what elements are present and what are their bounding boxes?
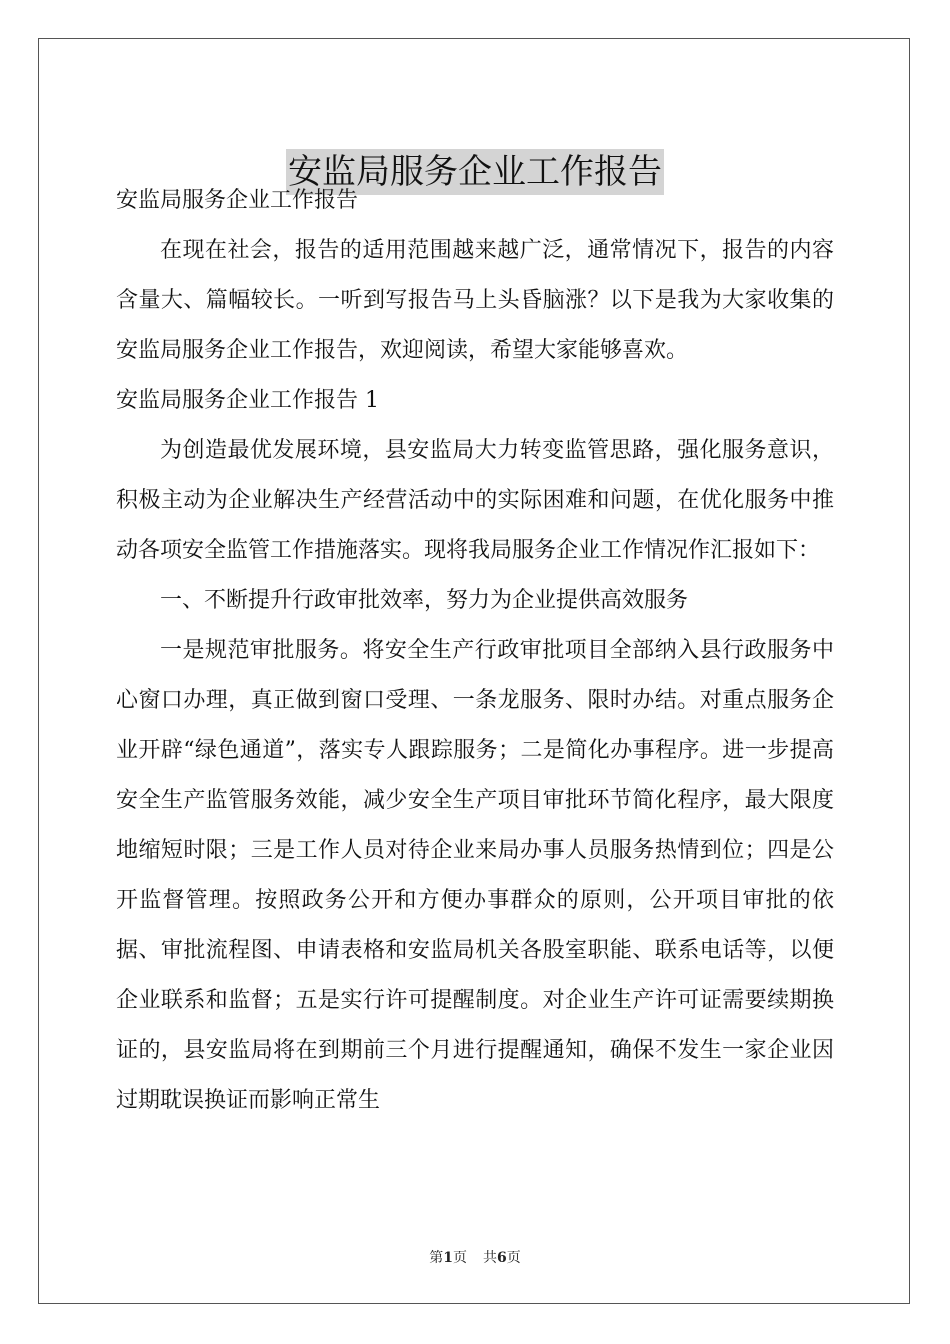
document-body bbox=[116, 176, 834, 1126]
total-suffix: 页 bbox=[506, 1250, 521, 1266]
page-suffix: 页 bbox=[453, 1250, 467, 1266]
body-paragraph: 为创造最优发展环境，县安监局大力转变监管思路，强化服务意识，积极主动为企业解决生产经营活动中的实际困难和问题，在优化服务中推动各项安全监管工作措施落实。现将我局服务企业工作情况作汇报如下： bbox=[116, 438, 834, 563]
intro-paragraph: 在现在社会，报告的适用范围越来越广泛，通常情况下，报告的内容含量大、篇幅较长。一听到写报告马上头昏脑涨？以下是我为大家收集的安监局服务企业工作报告，欢迎阅读，希望大家能够喜欢。 bbox=[116, 238, 834, 363]
total-prefix: 共 bbox=[483, 1250, 497, 1266]
current-page-number: 1 bbox=[443, 1250, 453, 1266]
document-title: 安监局服务企业工作报告 bbox=[286, 149, 664, 195]
body-paragraph: 一是规范审批服务。将安全生产行政审批项目全部纳入县行政服务中心窗口办理，真正做到窗口受理、一条龙服务、限时办结。对重点服务企业开辟“绿色通道”，落实专人跟踪服务；二是简化办事程序。进一步提高安全生产监管服务效能，减少安全生产项目审批环节简化程序，最大限度地缩短时限；三是工作人员对待企业来局办事人员服务热情到位；四是公开监督管理。按照政务公开和方便办事群众的原则，公开项目审批的依据、审批流程图、申请表格和安监局机关各股室职能、联系电话等，以便企业联系和监督；五是实行许可提醒制度。对企业生产许可证需要续期换证的，县安监局将在到期前三个月进行提醒通知，确保不发生一家企业因过期耽误换证而影响正常生 bbox=[116, 638, 834, 1113]
page-footer bbox=[0, 1247, 950, 1267]
subsection-heading: 一、不断提升行政审批效率，努力为企业提供高效服务 bbox=[160, 588, 689, 613]
subtitle-line: 安监局服务企业工作报告 bbox=[116, 188, 359, 213]
page-prefix: 第 bbox=[429, 1250, 444, 1266]
section-heading: 安监局服务企业工作报告 1 bbox=[116, 388, 379, 413]
total-pages-number: 6 bbox=[497, 1250, 507, 1266]
